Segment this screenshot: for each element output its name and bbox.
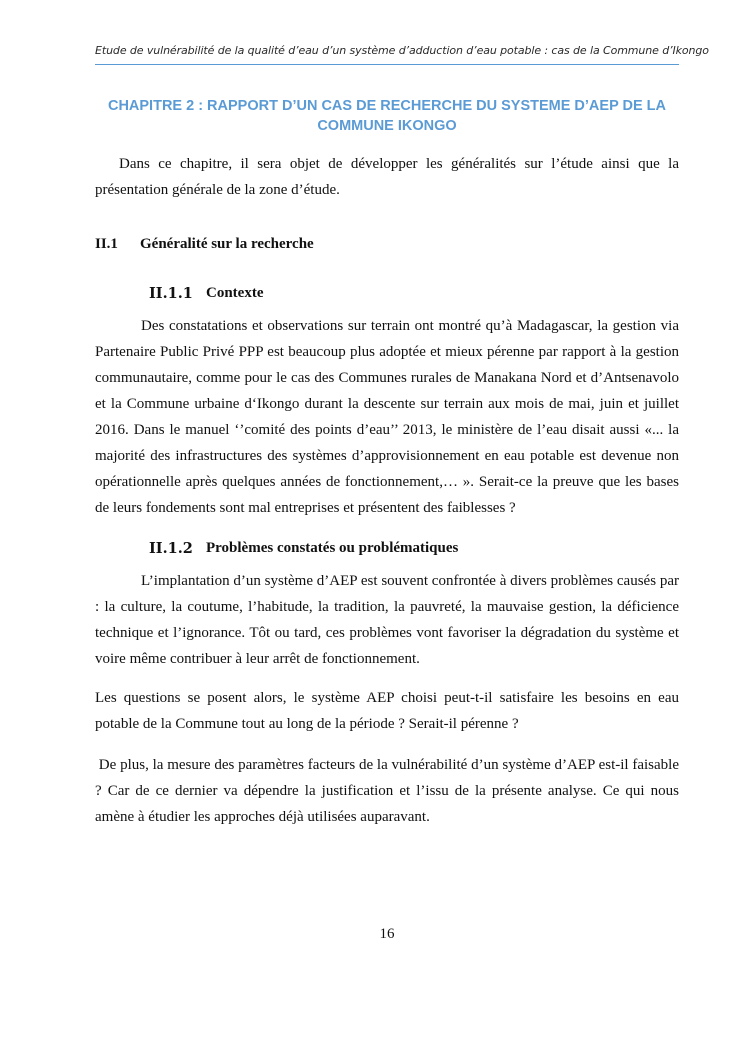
section-number: II.1 [95,236,118,252]
header-rule [95,64,679,65]
chapter-title: CHAPITRE 2 : RAPPORT D’UN CAS DE RECHERCHE DU SYSTEME D’AEP DE LA COMMUNE IKONGO [107,98,667,134]
conclusion-paragraph: De plus, la mesure des paramètres facteurs de la vulnérabilité d’un système d’AEP est-il faisable ? Car de ce dernier va dépendre la justification et l’issu de la présente analyse. Ce qui nous amène à étudier les approches déjà utilisées auparavant. [95,757,683,825]
context-paragraph: Des constatations et observations sur terrain ont montré qu’à Madagascar, la gestion via Partenaire Public Privé PPP est beaucoup plus adoptée et mieux pérenne par rapport à la gestion communautaire, comme pour le cas des Communes rurales de Manakana Nord et d’Antsenavolo et la Commune urbaine d‘Ikongo durant la descente sur terrain aux mois de mai, juin et juillet 2016. Dans le manuel ‘’comité des points d’eau’’ 2013, le ministère de l’eau disait aussi «... la majorité des infrastructures des systèmes d’approvisionnement en eau potable est devenue non opérationnelle après quelques années de fonctionnement,… ». Serait-ce la preuve que les bases de leurs fondements sont mal entreprises et présentent des faiblesses ? [95,318,679,516]
problems-paragraph: L’implantation d’un système d’AEP est souvent confrontée à divers problèmes causés par : la culture, la coutume, l’habitude, la tradition, la pauvreté, la mauvaise gestion, la déficience technique et l’ignorance. Tôt ou tard, ces problèmes vont favoriser la dégradation du système et voire même contribuer à leur arrêt de fonctionnement. [95,573,679,667]
questions-paragraph: Les questions se posent alors, le système AEP choisi peut-t-il satisfaire les besoins en eau potable de la Commune tout au long de la période ? Serait-il pérenne ? [95,690,679,732]
page-number: 16 [379,926,395,942]
subsection-title-problems: Problèmes constatés ou problématiques [206,540,459,556]
subsection-number-context: II.1.1 [149,285,193,302]
subsection-number-problems: II.1.2 [149,540,193,557]
section-title: Généralité sur la recherche [140,236,314,252]
subsection-title-context: Contexte [206,285,264,301]
running-header: Etude de vulnérabilité de la qualité d’eau d’un système d’adduction d’eau potable : cas de la Commune d’Ikongo [95,44,709,57]
intro-paragraph: Dans ce chapitre, il sera objet de développer les généralités sur l’étude ainsi que la présentation générale de la zone d’étude. [95,156,679,198]
